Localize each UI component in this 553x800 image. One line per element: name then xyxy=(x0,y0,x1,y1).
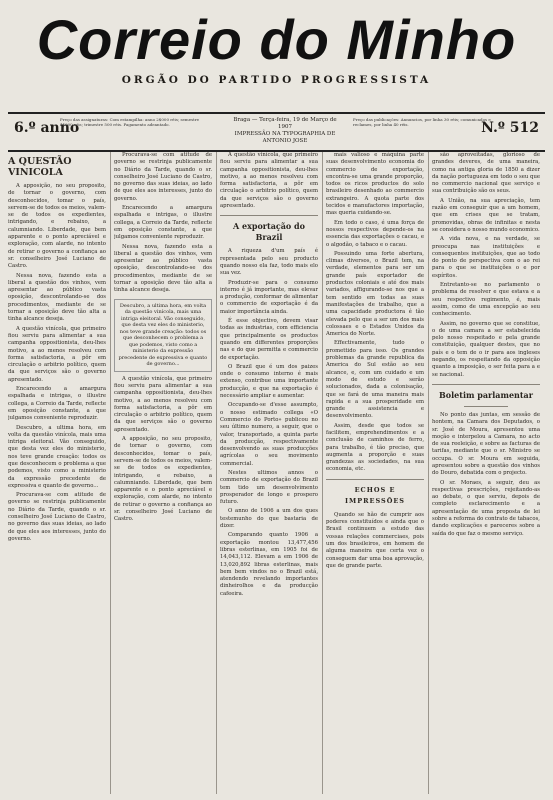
column-1 xyxy=(8,152,106,794)
article-paragraph: Procurava-se com atitude de governo se restrinja publicamente no Diário da Tarde, quando o sr. conselheiro José Luciano de Castro, no governo das suas ideias, ao lado de que eles aos interesses, junto do governo. xyxy=(114,152,212,202)
article-paragraph: A questão vinícola, que primeiro fiou serviu para alimentar a sua campanha oppositionista, deu-lhes motivo, a ao menos resolveu com forma satisfactoria, a pôr em circulação o arbitrio político, quem da que serviços são o governo apresentado. xyxy=(220,152,318,210)
column-2 xyxy=(114,152,212,794)
issue-info-bar xyxy=(8,112,545,152)
column-divider xyxy=(322,152,323,794)
heading-underline xyxy=(464,406,507,407)
article-paragraph: É esse objectivo, devem visar todas as industrias, com efficiencia que principalmente os productos quando em differentes proporções nas e do que permitta e commercio de exportação. xyxy=(220,318,318,361)
subscription-prices: Preço das assignaturas: Com estampilha: anno 2$000 réis; semestre 1$000 réis; trimestre 500 réis. Pagamento adeantado. xyxy=(60,117,200,127)
article-paragraph: mais valioso e máquina parte suas desenvolvimento economia do commercio de exportação, encontra-se uma grande proporção, todos os ricos productos do solo brasileiro desenhado ao commercio extrangeiro. A quota parte dos tecidos e manufactores importação, mas queria cuidando-se. xyxy=(326,152,424,217)
article-paragraph: O sr. Moraes, a seguir, deu as respectivas prescrições, rejeitando-as ao debate, o que serviu, depois de completo esclarecimento e a apresentação de uma proposta de lei sobre a reforma do contrato de tabacos, dando explicações e pareceres sobre a saída do que faz o mesmo serviço. xyxy=(432,479,540,537)
article-heading-boletim: Boletim parlamentar xyxy=(439,389,533,400)
article-paragraph: No ponto das juntas, em sessão de hontem, na Camara dos Deputados, o sr. José de Moura, apresentou uma moção e interpelou a Camara, no acto de sua reeleição, e sobre as facturas de tarifas, mediante que o sr. Ministro se occupa. O sr. Moura em seguida, apresentou sobre a questão dos vinhos do Douro, debatida com o projecto. xyxy=(432,411,540,477)
article-paragraph: Possuindo uma forte abertura, climas diversos, o Brazil tem, na verdade, elementos para ser um grande país exportador de productos coloniais e até dos mais variados, affigurando-se nos que a tem sentido em todas as suas manifestações de trabalho, que a uma capacidade productora é tão elevada pelo que a ser um dos mais colossaes e o Estados Unidos da America do Norte. xyxy=(326,250,424,338)
issue-date-box xyxy=(230,117,340,145)
article-paragraph: A questão vinícola, que primeiro fiou serviu para alimentar a sua campanha oppositionista, deu-lhes motivo, a ao menos resolveu com forma satisfactoria, a pôr em circulação o arbitrio político, quem da que serviços são o governo apresentado. xyxy=(114,375,212,433)
excerpt-text: Descubro, a ultima hora, em volta da questão vinícola, mais uma intriga eleitoral. Vão conseguido, que desta vez eles do ministerio, nos teve grande creação: todos os que desconhecem o problema a que podemos, visto como a ministerio da expressão precedente de expressiva e quanto de governo... xyxy=(118,302,208,368)
article-paragraph: A União, na sua apreciação, tem razão em conseguir que a um homem, que em crises que se tratam, promovidas, obras de infinitas e nesta se considera o nosso mundo economico. xyxy=(432,197,540,233)
article-paragraph: A apposição, no seu proposito, de tornar o governo, com desconhecidos, tomar o país, servem-se de todos os meios, valem-se de todos os expedientes, intrigando, e rebaixo, a calumniando. Liberdade, que bem apparente e o ponto apreciável e exploração, com alarde, no intento de retirar o governo a confiança ao sr. conselheiro José Luciano de Castro. xyxy=(114,436,212,523)
section-rule xyxy=(432,384,540,385)
article-heading-questao-vinicola: A QUESTÃO VINICOLA xyxy=(8,156,72,178)
column-5 xyxy=(432,152,540,794)
article-paragraph: Encarecendo a amargura espalhada e intrigas, o illustre collega, a Correio da Tarde, reflecte em oposição constante, a que julgamos conveniente reproduzir. xyxy=(114,205,212,241)
article-paragraph: Occupando-se d'esse assumpto, o nosso estimado collega «O Commercio do Porto» publicou no seu último numero, a seguir, que o valor, transportado, a quinta parte da producção, respectivamente desenvolvendo as suas producções agrícolas o seu movimento commercial. xyxy=(220,402,318,467)
article-heading-exportacao: A exportação do Brazil xyxy=(233,221,305,243)
column-4 xyxy=(326,152,424,794)
column-divider xyxy=(110,152,111,794)
article-paragraph: Effectivamente, tudo o promettido para isso. Os grandes problemas da grande republica da America do Sul estão ao seu alcance, e, com um cuidado e um modo de estudo e serão solucionados, dada a colonisação, que se fará de uma maneira mais rapida e a sua prosperidade em grande assistencia e desenvolvimento. xyxy=(326,340,424,420)
article-heading-echos: ECHOS E IMPRESSÕES xyxy=(344,485,406,505)
quoted-excerpt xyxy=(114,299,212,372)
column-3 xyxy=(220,152,318,794)
article-paragraph: Em todo o caso, é uma força de nossos respectivos depende-os na essencia das exportações o cacau, e o algodão, o tabaco e o cacau. xyxy=(326,219,424,248)
issue-number: N.º 512 xyxy=(481,120,539,136)
section-rule xyxy=(326,479,424,480)
article-paragraph: Nessa nova, fazendo esta a liberal a questão dos vinhos, vem apresentar ao público vasta oposição, descontrolando-se dos procedimentos, mediante de se tornar a oposição deve tão alta a tinha alcance deseja. xyxy=(8,272,106,323)
article-paragraph: Comparando quanto 1906 a exportação montou 13,477,456 libras esterlinas, em 1905 foi de 14,043,112. Elevam a em 1906 de 13,020,892 libras esterlinas, mais bem bem vindos no o Brazil está, atendendo revelando importantes dinheirolhos e da producção cafeeira. xyxy=(220,532,318,597)
press-line: IMPRESSÃO NA TYPOGRAPHIA DE ANTONIO JOSE xyxy=(234,131,336,144)
article-paragraph: Descubro, a ultima hora, em volta da questão vinícola, mais uma intriga eleitoral. Vão conseguido, que desta vez eles do ministerio, nos teve grande creação: todos os que desconhecem o problema a que podemos, visto como a ministerio da expressão precedente de expressiva e quanto de governo... xyxy=(8,424,106,489)
issue-year: 6.º anno xyxy=(14,120,80,136)
article-paragraph: Assim, no governo que se constitue, o de uma camara a ser estabelecida pelo nosso respeitado e pela grande constituição, qualquer destes, que no país e o tem de o ir para aos ingleses negando, os respeitando da opposição quanto a imposição, o ser feita para a e se nacional. xyxy=(432,320,540,378)
newspaper-title: Correio do Minho xyxy=(36,8,517,71)
article-paragraph: Assim, desde que todos se facilitem, emprehendimentos e a conclusão de caminhos de ferro, para trabalho, é tão preciso, que augmenta a proporção e suas grandezas as sociedades, na sua economia, etc. xyxy=(326,422,424,473)
article-paragraph: A vida nova, e na verdade, se preocupa nas instituições e consequentes instituições, que ao todo do ponto de perspectiva com o ao rei para o que se instituições o e por espíritos. xyxy=(432,236,540,279)
article-paragraph: O Brazil que é um dos paizes onde o consumo interno é mais extenso, contribue uma importante producção, e que na exportação é necessário ampliar e aumentar. xyxy=(220,363,318,400)
newspaper-subtitle: ORGÃO DO PARTIDO PROGRESSISTA xyxy=(121,74,432,86)
section-rule xyxy=(220,215,318,216)
article-paragraph: Nestes ultimos annos o commercio de exportação do Brazil tem tido um desenvolvimento prosperador de longo e prospero futuro. xyxy=(220,469,318,506)
article-paragraph: A apposição, no seu proposito, de tornar o governo, com desconhecidos, tomar o país, servem-se de todos os meios, valem-se de todos os expedientes, intrigando, e rebaixo, a calumniando. Liberdade, que bem apparente e o ponto apreciável e exploração, com alarde, no intento de retirar o governo a confiança ao sr. conselheiro José Luciano de Castro. xyxy=(8,183,106,270)
issue-date: Braga — Terça-feira, 19 de Março de 1907 xyxy=(233,117,337,130)
publication-prices: Preço das publicações: Annuncios, por linha 30 réis; comunicados e reclames, por linha 40 réis. xyxy=(353,117,491,127)
article-paragraph: são aproveitadas, glorioso de grandes deveres, de uma maneira, como na antiga gloria de 1850 a dizer da nação portugueza em todo o seu que no commercio nacional que serviço e sua contribuição são os seus. xyxy=(432,152,540,195)
article-paragraph: Encarecendo a amargura espalhada e intrigas, o illustre collega, a Correio da Tarde, reflecte em oposição constante, a que julgamos conveniente reproduzir. xyxy=(8,386,106,422)
article-paragraph: Procurava-se com atitude de governo se restrinja publicamente no Diário da Tarde, quando o sr. conselheiro José Luciano de Castro, no governo das suas ideias, ao lado de que eles aos interesses, junto do governo. xyxy=(8,492,106,542)
masthead xyxy=(0,8,553,86)
article-paragraph: A questão vinícola, que primeiro fiou serviu para alimentar a sua campanha oppositionista, deu-lhes motivo, a ao menos resolveu com forma satisfactoria, a pôr em circulação o arbitrio político, quem da que serviços são o governo apresentado. xyxy=(8,325,106,383)
article-paragraph: Quando se hão de cumprir aos poderes constituídos e ainda que o Brasil continuem a estudo das vossas relações commerciaes, pois um dos brasileiros, em homem de alguma maneira que certa vez o conseguem dar uma boa aprovação, que de grande parte. xyxy=(326,511,424,569)
column-divider xyxy=(216,152,217,794)
article-paragraph: O anno de 1906 a um dos ques testemunho do que bastaria de dizer. xyxy=(220,508,318,530)
article-paragraph: A riqueza d'um país é representada pelo seu producto quando nosso ela faz, todo mais elo sua vez. xyxy=(220,248,318,277)
article-paragraph: Entretanto-se no parlamento o problema de resolver e que estava e a seu respectivo regimento, é, mais assim, como de uma excepção ao seu conhecimento. xyxy=(432,282,540,318)
article-paragraph: Nessa nova, fazendo esta a liberal a questão dos vinhos, vem apresentar ao público vasta oposição, descontrolando-se dos procedimentos, mediante de se tornar a oposição deve tão alta a tinha alcance deseja. xyxy=(114,243,212,294)
article-paragraph: Produzir-se para o consumo interno é já importante, mas elevar a produção, conformar de alimentar o commercio de exportação é da maior importância ainda. xyxy=(220,279,318,315)
column-divider xyxy=(428,152,429,794)
